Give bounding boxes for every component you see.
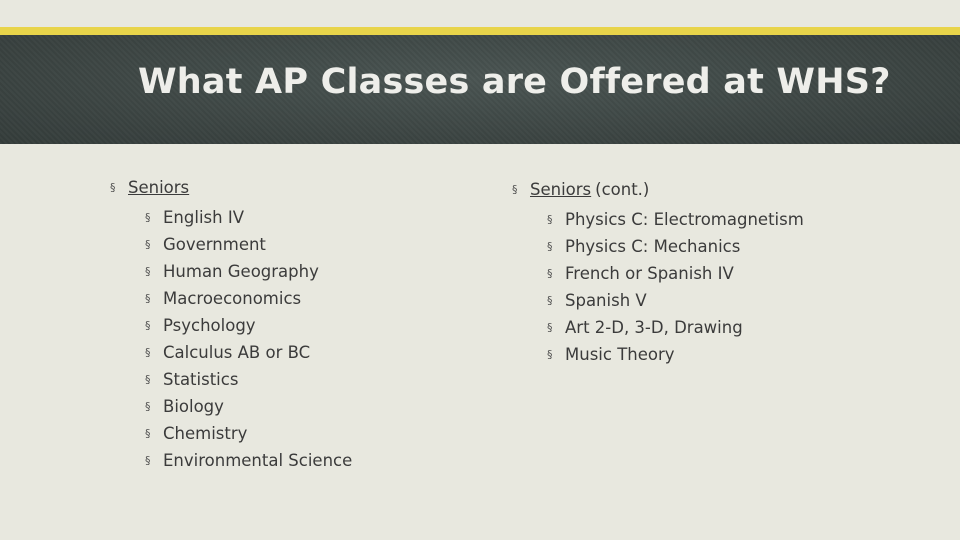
bullet-icon: § [145, 319, 151, 332]
list-item-label: English IV [163, 208, 244, 227]
accent-stripe [0, 27, 960, 35]
bullet-icon: § [145, 400, 151, 413]
list-item [145, 312, 352, 339]
bullet-icon: § [145, 211, 151, 224]
right-heading-suffix: (cont.) [595, 180, 650, 199]
list-item-label: Music Theory [565, 345, 675, 364]
list-item-label: Chemistry [163, 424, 248, 443]
list-item-label: Human Geography [163, 262, 319, 281]
bullet-icon: § [512, 183, 518, 196]
bullet-icon: § [547, 321, 553, 334]
list-item [547, 314, 804, 341]
right-heading [512, 179, 804, 201]
list-item-label: Macroeconomics [163, 289, 302, 308]
slide-title: What AP Classes are Offered at WHS? [138, 62, 891, 102]
right-column [512, 179, 804, 368]
list-item [145, 393, 352, 420]
left-heading-label: Seniors [128, 178, 190, 197]
list-item [547, 206, 804, 233]
list-item-label: Biology [163, 397, 224, 416]
list-item [145, 447, 352, 474]
list-item [145, 258, 352, 285]
bullet-icon: § [145, 292, 151, 305]
list-item-label: Physics C: Mechanics [565, 237, 741, 256]
list-item-label: Government [163, 235, 266, 254]
list-item-label: Statistics [163, 370, 239, 389]
bullet-icon: § [145, 454, 151, 467]
list-item-label: Spanish V [565, 291, 647, 310]
list-item [145, 231, 352, 258]
list-item-label: Art 2-D, 3-D, Drawing [565, 318, 743, 337]
list-item [547, 287, 804, 314]
list-item [547, 341, 804, 368]
bullet-icon: § [547, 294, 553, 307]
list-item [145, 366, 352, 393]
list-item-label: Environmental Science [163, 451, 353, 470]
list-item [547, 260, 804, 287]
list-item [145, 420, 352, 447]
bullet-icon: § [145, 373, 151, 386]
bullet-icon: § [145, 346, 151, 359]
bullet-icon: § [145, 427, 151, 440]
bullet-icon: § [547, 348, 553, 361]
list-item [145, 285, 352, 312]
list-item-label: Calculus AB or BC [163, 343, 311, 362]
bullet-icon: § [110, 181, 116, 194]
right-item-list [547, 206, 804, 368]
list-item-label: Psychology [163, 316, 256, 335]
left-column [110, 177, 352, 474]
list-item [547, 233, 804, 260]
left-item-list [145, 204, 352, 474]
list-item-label: French or Spanish IV [565, 264, 734, 283]
bullet-icon: § [145, 265, 151, 278]
bullet-icon: § [547, 213, 553, 226]
left-heading [110, 177, 352, 199]
bullet-icon: § [547, 267, 553, 280]
list-item [145, 204, 352, 231]
bullet-icon: § [145, 238, 151, 251]
right-heading-label: Seniors [530, 180, 592, 199]
list-item [145, 339, 352, 366]
bullet-icon: § [547, 240, 553, 253]
list-item-label: Physics C: Electromagnetism [565, 210, 804, 229]
